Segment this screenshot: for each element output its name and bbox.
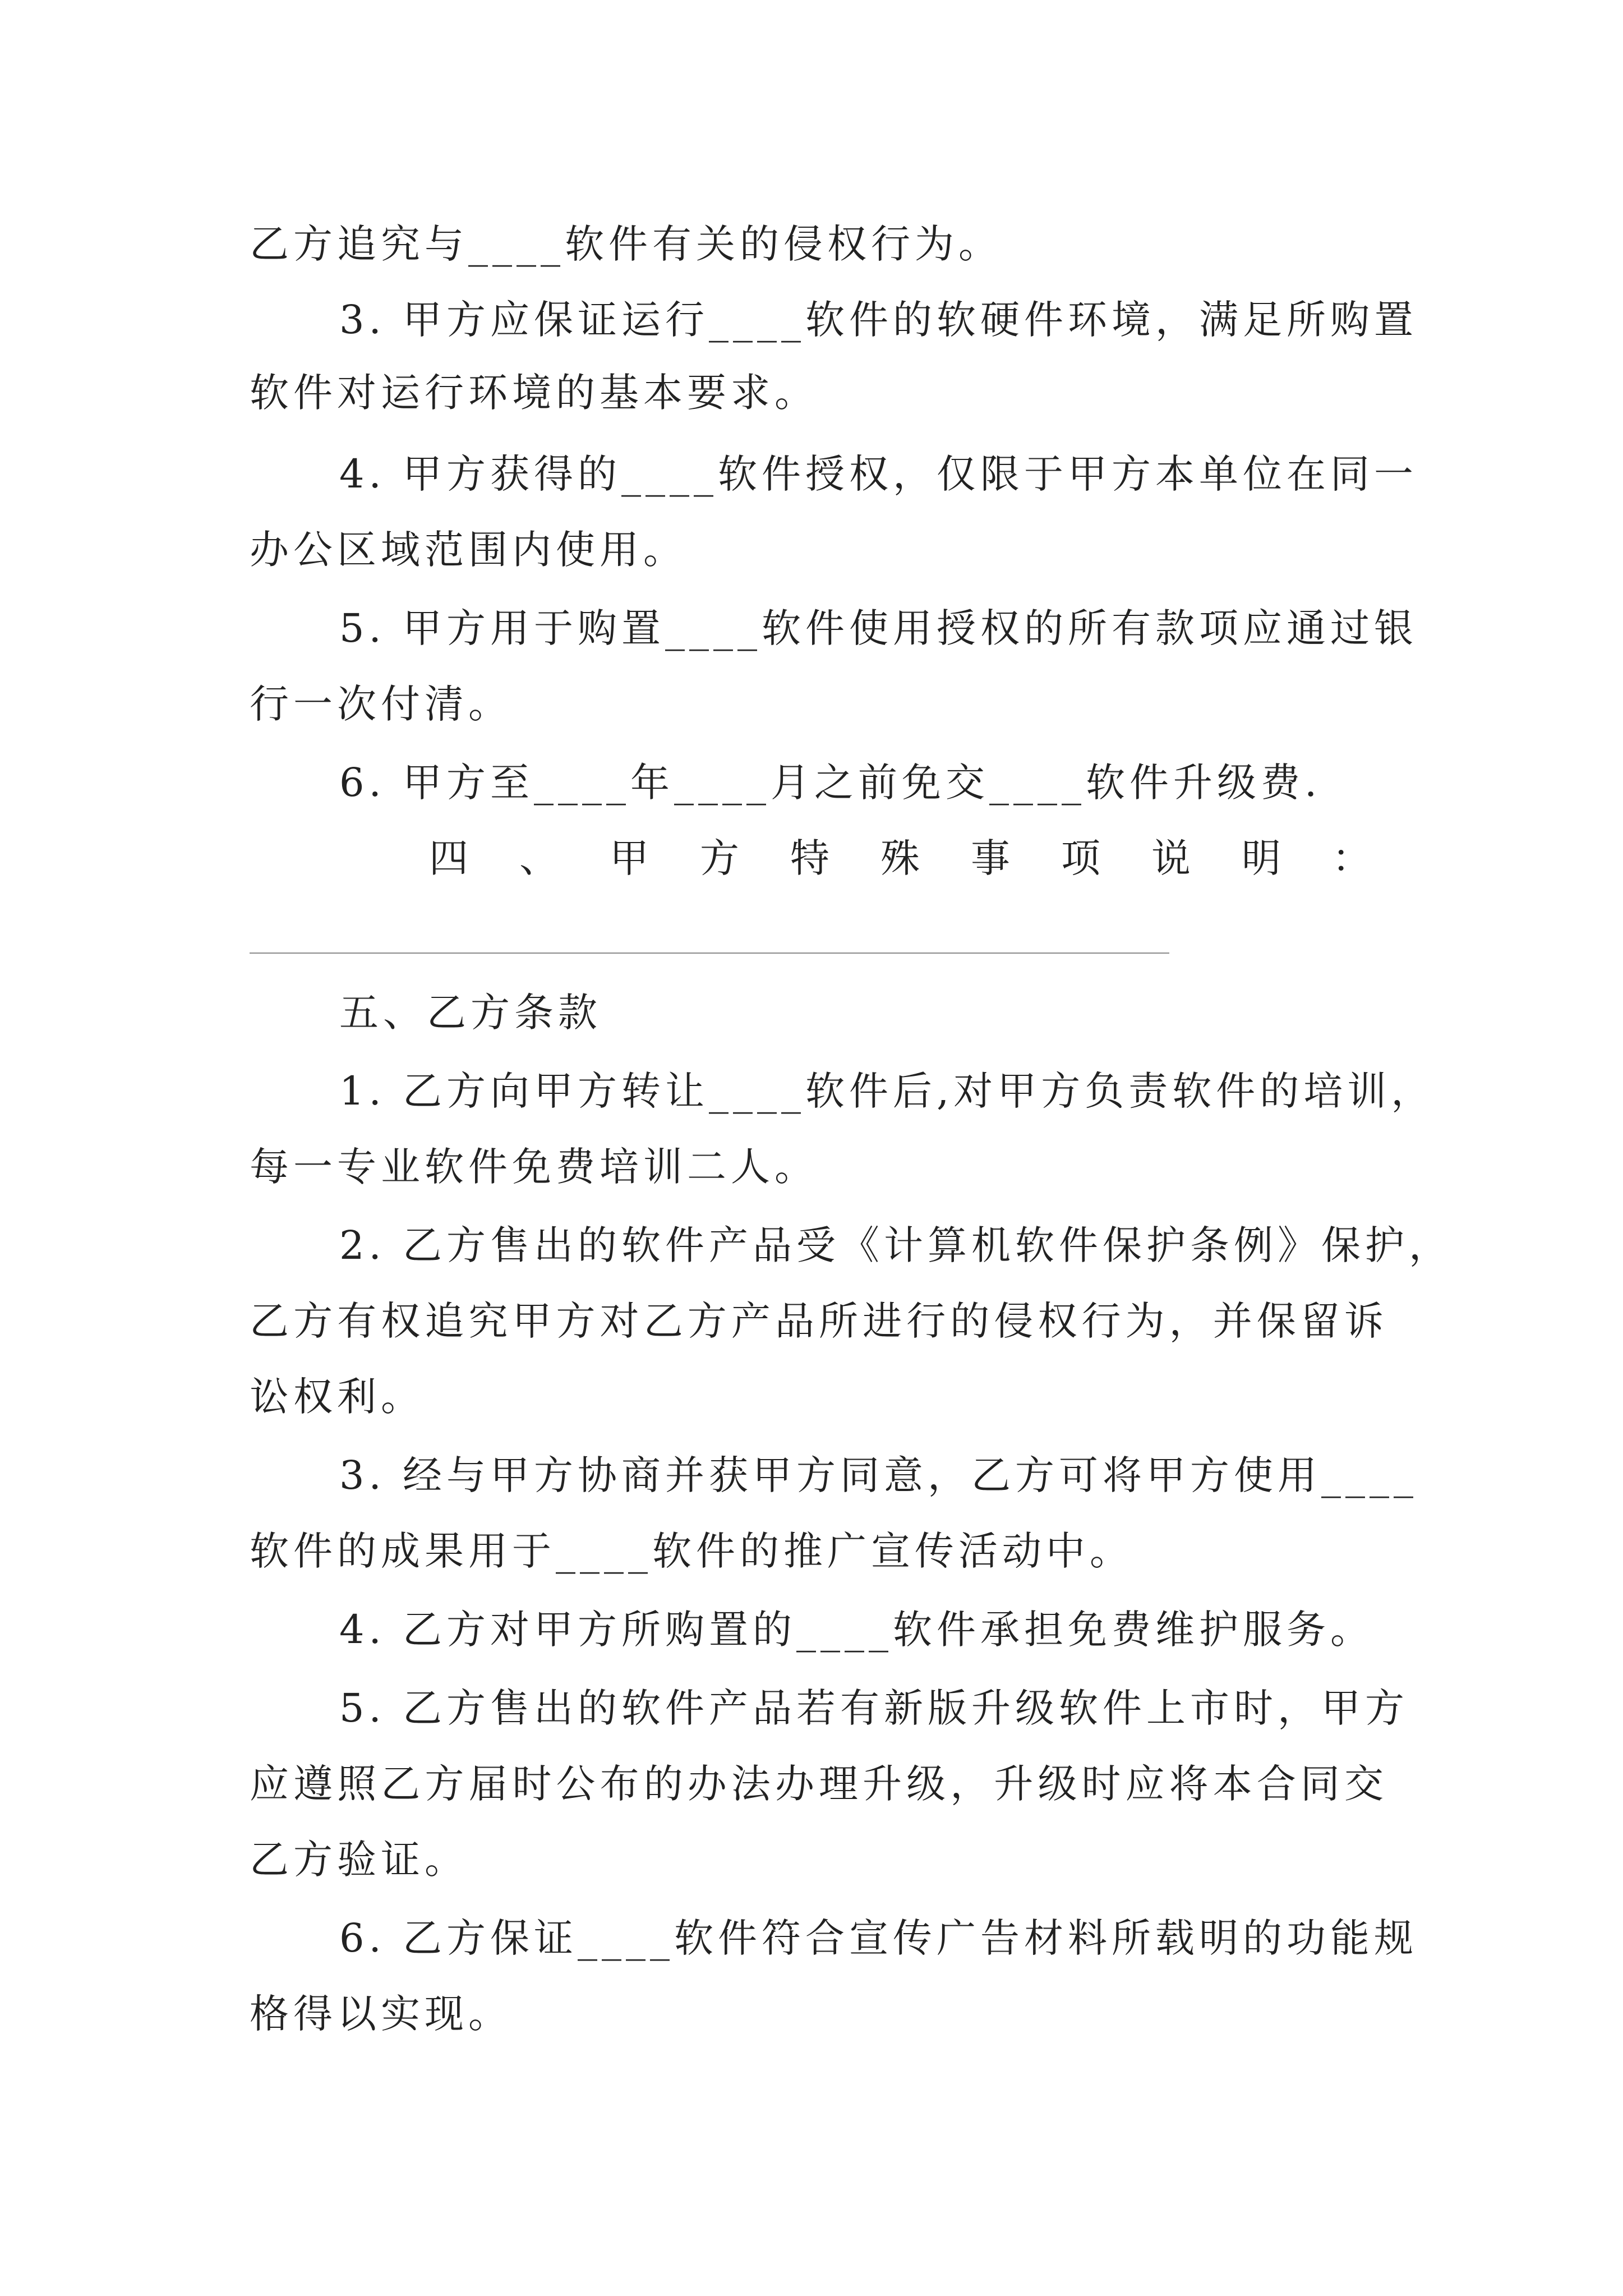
text-line: 行一次付清。 bbox=[250, 681, 512, 727]
heading-char: 事 bbox=[971, 835, 1010, 881]
heading-char: 、 bbox=[519, 835, 559, 881]
text-line: 软件对运行环境的基本要求。 bbox=[250, 370, 818, 416]
text-line: 乙方有权追究甲方对乙方产品所进行的侵权行为，并保留诉 bbox=[250, 1298, 1388, 1344]
clause-2-yifang: 2. 乙方售出的软件产品受《计算机软件保护条例》保护， bbox=[339, 1222, 1453, 1268]
heading-char: 项 bbox=[1061, 835, 1100, 881]
clause-3-jiafang: 3. 甲方应保证运行____软件的软硬件环境，满足所购置 bbox=[339, 297, 1418, 343]
text-line: 软件的成果用于____软件的推广宣传活动中。 bbox=[250, 1528, 1133, 1574]
heading-char: 甲 bbox=[610, 835, 649, 881]
heading-char: 方 bbox=[700, 835, 739, 881]
text-line: 讼权利。 bbox=[250, 1374, 425, 1420]
clause-3-yifang: 3. 经与甲方协商并获甲方同意，乙方可将甲方使用____ bbox=[339, 1452, 1418, 1498]
text-line: 每一专业软件免费培训二人。 bbox=[250, 1144, 818, 1190]
text-line: 应遵照乙方届时公布的办法办理升级，升级时应将本合同交 bbox=[250, 1761, 1388, 1807]
heading-char: 殊 bbox=[880, 835, 920, 881]
clause-4-jiafang: 4. 甲方获得的____软件授权，仅限于甲方本单位在同一 bbox=[339, 451, 1418, 497]
clause-4-yifang: 4. 乙方对甲方所购置的____软件承担免费维护服务。 bbox=[339, 1607, 1375, 1653]
heading-char: 特 bbox=[790, 835, 829, 881]
section-4-heading bbox=[429, 830, 1371, 886]
text-line: 乙方验证。 bbox=[250, 1837, 468, 1883]
clause-6-jiafang: 6. 甲方至____年____月之前免交____软件升级费. bbox=[339, 760, 1322, 806]
blank-underline bbox=[250, 953, 1169, 954]
text-line: 格得以实现。 bbox=[250, 1991, 512, 2037]
text-line: 乙方追究与____软件有关的侵权行为。 bbox=[250, 221, 1002, 267]
heading-char: 说 bbox=[1151, 835, 1191, 881]
clause-1-yifang: 1. 乙方向甲方转让____软件后,对甲方负责软件的培训， bbox=[339, 1068, 1435, 1114]
text-line: 办公区域范围内使用。 bbox=[250, 527, 687, 573]
heading-char: ： bbox=[1332, 835, 1371, 881]
section-5-heading: 五、乙方条款 bbox=[339, 990, 602, 1036]
clause-5-jiafang: 5. 甲方用于购置____软件使用授权的所有款项应通过银 bbox=[339, 605, 1418, 651]
clause-6-yifang: 6. 乙方保证____软件符合宣传广告材料所载明的功能规 bbox=[339, 1915, 1418, 1961]
clause-5-yifang: 5. 乙方售出的软件产品若有新版升级软件上市时，甲方 bbox=[339, 1685, 1409, 1731]
heading-char: 四 bbox=[429, 835, 468, 881]
heading-char: 明 bbox=[1242, 835, 1281, 881]
